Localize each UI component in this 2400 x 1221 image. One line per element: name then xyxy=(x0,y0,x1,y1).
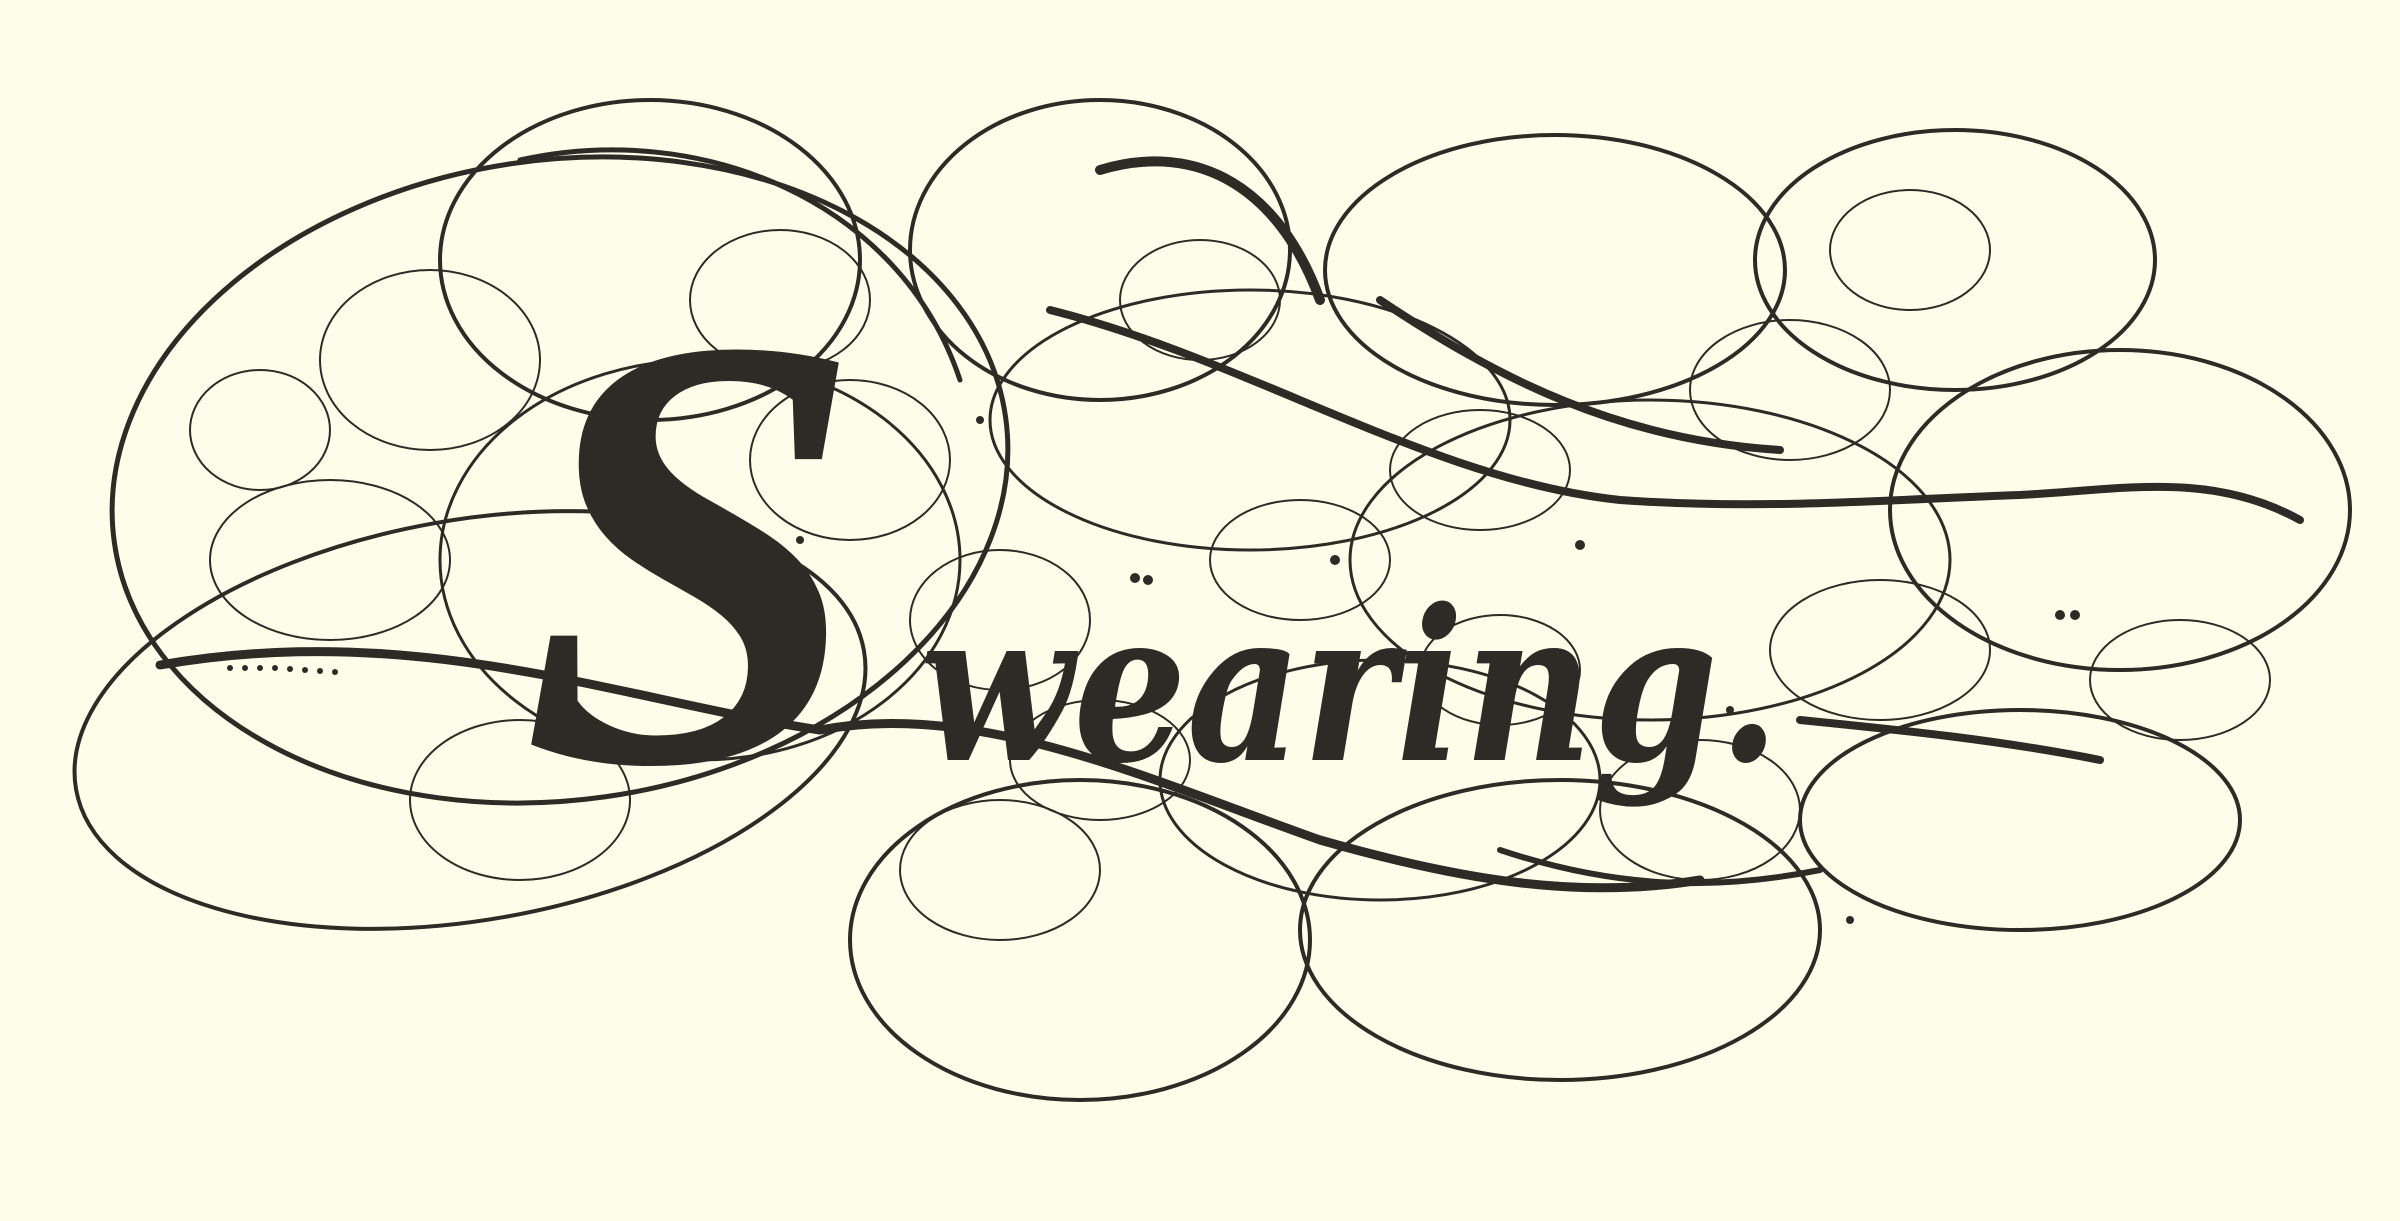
capital-letter-s: S xyxy=(520,209,865,895)
title-word: wearing. xyxy=(920,563,1780,810)
